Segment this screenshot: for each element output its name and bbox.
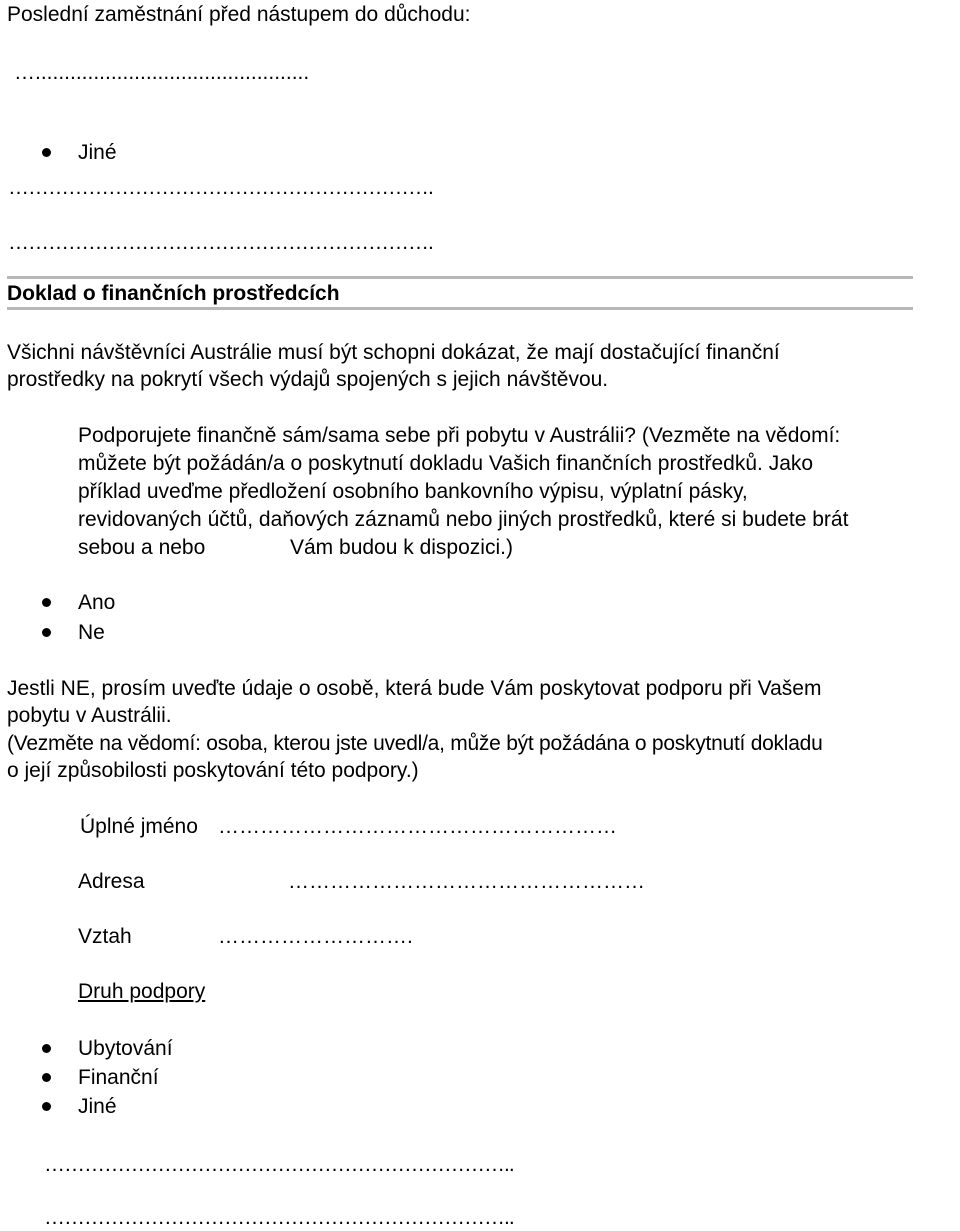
support-option-financial[interactable]: Finanční — [78, 1066, 159, 1089]
address-field[interactable]: …………………………………………… — [288, 870, 645, 893]
other-option-dots-1[interactable]: ………………………………………………………. — [8, 176, 433, 199]
intro-line-2: prostředky na pokrytí všech výdajů spojených s jejich návštěvou. — [7, 368, 609, 391]
question-line-1: Podporujete finančně sám/sama sebe při pobytu v Austrálii? (Vezměte na vědomí: — [78, 424, 841, 447]
address-label: Adresa — [78, 870, 145, 893]
bullet-icon — [42, 1044, 51, 1053]
support-other-dots-2[interactable]: …………………………………………………………….. — [44, 1206, 514, 1229]
relation-label: Vztah — [78, 925, 132, 948]
option-no[interactable]: Ne — [78, 621, 105, 644]
intro-line-1: Všichni návštěvníci Austrálie musí být schopni dokázat, že mají dostačující finanční — [7, 341, 780, 364]
question-line-4: revidovaných účtů, daňových záznamů nebo jiných prostředků, které si budete brát — [78, 508, 849, 531]
question-line-3: příklad uveďme předložení osobního bankovního výpisu, výplatní pásky, — [78, 480, 748, 503]
last-job-answer-field[interactable]: …............................................... — [14, 61, 310, 84]
support-option-other[interactable]: Jiné — [78, 1095, 117, 1118]
supporter-note-line-1: Jestli NE, prosím uveďte údaje o osobě, která bude Vám poskytovat podporu při Vašem — [7, 677, 822, 700]
supporter-note-line-2: pobytu v Austrálii. — [7, 704, 172, 727]
other-option-dots-2[interactable]: ………………………………………………………. — [8, 231, 433, 254]
option-yes[interactable]: Ano — [78, 591, 116, 614]
support-option-accommodation[interactable]: Ubytování — [78, 1037, 173, 1060]
question-line-5b: Vám budou k dispozici.) — [290, 536, 513, 559]
bullet-icon — [42, 148, 51, 157]
last-job-heading: Poslední zaměstnání před nástupem do důchodu: — [7, 3, 471, 26]
question-line-5a: sebou a nebo — [78, 536, 206, 559]
full-name-label: Úplné jméno — [80, 815, 198, 838]
other-option-label: Jiné — [78, 141, 117, 164]
supporter-note-line-3: (Vezměte na vědomí: osoba, kterou jste uvedl/a, může být požádána o poskytnutí dokladu — [7, 732, 823, 755]
full-name-field[interactable]: ………………………………………………… — [218, 815, 617, 838]
bullet-icon — [42, 598, 51, 607]
section-title: Doklad o finančních prostředcích — [7, 282, 340, 305]
section-divider-top — [7, 276, 913, 279]
supporter-note-line-4: o její způsobilosti poskytování této podpory.) — [7, 759, 419, 782]
support-other-dots-1[interactable]: …………………………………………………………….. — [44, 1153, 514, 1176]
question-line-2: můžete být požádán/a o poskytnutí dokladu Vašich finančních prostředků. Jako — [78, 452, 814, 475]
support-type-label: Druh podpory — [78, 980, 206, 1003]
section-divider-bottom — [7, 307, 913, 310]
bullet-icon — [42, 1073, 51, 1082]
bullet-icon — [42, 628, 51, 637]
bullet-icon — [42, 1102, 51, 1111]
relation-field[interactable]: ………………………. — [218, 925, 413, 948]
